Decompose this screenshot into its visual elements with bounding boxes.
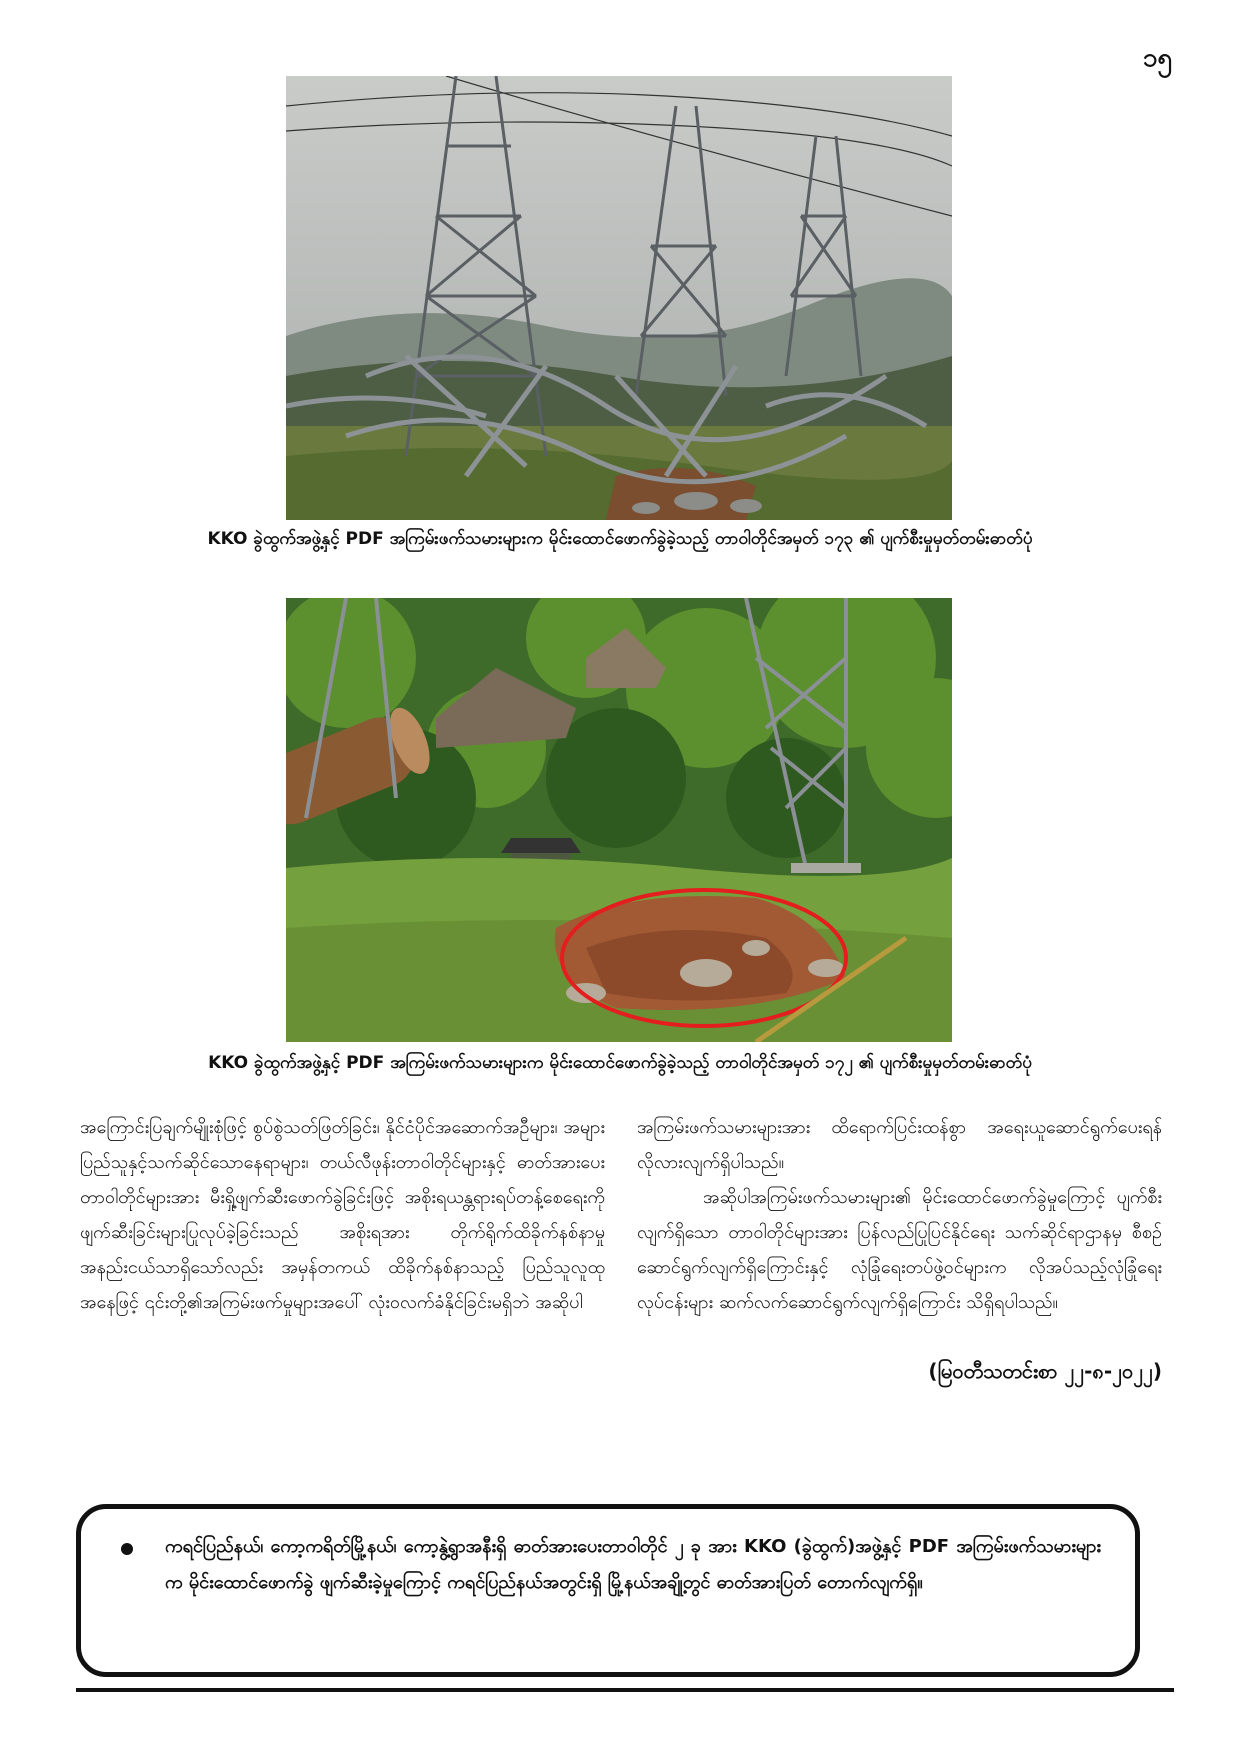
article-paragraph: အကြမ်းဖက်သမားများအား ထိရောက်ပြင်းထန်စွာ အရေးယူဆောင်ရွက်ပေးရန် လိုလားလျက်ရှိပါသည်။ — [637, 1117, 1162, 1173]
bottom-divider — [76, 1688, 1174, 1692]
photo-caption: KKO ခွဲထွက်အဖွဲ့နှင့် PDF အကြမ်းဖက်သမားများက မိုင်းထောင်ဖောက်ခွဲခဲ့သည့် တာဝါတိုင်အမှတ် ၁၇၃ ၏ ပျက်စီးမှုမှတ်တမ်းဓာတ်ပုံ — [207, 529, 1033, 549]
news-item-text: ကရင်ပြည်နယ်၊ ကော့ကရိတ်မြို့နယ်၊ ကော့နွဲ့ရွာအနီးရှိ ဓာတ်အားပေးတာဝါတိုင် ၂ ခု အား KKO (ခွဲထွက်)အဖွဲ့နှင့် PDF အကြမ်းဖက်သမားများက မိုင်းထောင်ဖောက်ခွဲ ဖျက်ဆီးခဲ့မှုကြောင့် ကရင်ပြည်နယ်အတွင်းရှိ မြို့နယ်အချို့တွင် ဓာတ်အားပြတ် တောက်လျက်ရှိ။ — [165, 1536, 1101, 1593]
blast-crater-photo — [286, 598, 952, 1042]
list-item — [121, 1529, 1101, 1601]
bullet-icon — [121, 1543, 133, 1555]
article-paragraph: အဆိုပါအကြမ်းဖက်သမားများ၏ မိုင်းထောင်ဖောက်ခွဲမှုကြောင့် ပျက်စီးလျက်ရှိသော တာဝါတိုင်များအား ပြန်လည်ပြုပြင်နိုင်ရေး သက်ဆိုင်ရာဌာနမှ စီစဉ်ဆောင်ရွက်လျက်ရှိကြောင်းနှင့် လုံခြုံရေးတပ်ဖွဲ့ဝင်များက လိုအပ်သည့်လုံခြုံရေးလုပ်ငန်းများ ဆက်လက်ဆောင်ရွက်လျက်ရှိကြောင်း သိရှိရပါသည်။ — [637, 1187, 1162, 1313]
collapsed-tower-photo — [286, 76, 952, 520]
article-left-column — [80, 1110, 605, 1345]
article-source: (မြဝတီသတင်းစာ ၂၂-၈-၂၀၂၂) — [928, 1359, 1162, 1383]
article-body — [80, 1110, 1162, 1345]
photo-caption: KKO ခွဲထွက်အဖွဲ့နှင့် PDF အကြမ်းဖက်သမားများက မိုင်းထောင်ဖောက်ခွဲခဲ့သည့် တာဝါတိုင်အမှတ် ၁၇၂ ၏ ပျက်စီးမှုမှတ်တမ်းဓာတ်ပုံ — [208, 1053, 1032, 1073]
page-number: ၁၅ — [1142, 43, 1172, 73]
news-summary-box — [76, 1504, 1140, 1677]
article-right-column — [637, 1110, 1162, 1345]
article-paragraph: အကြောင်းပြချက်မျိုးစုံဖြင့် စွပ်စွဲသတ်ဖြတ်ခြင်း၊ နိုင်ငံပိုင်အဆောက်အဦများ၊ အများပြည်သူနှင့်သက်ဆိုင်သောနေရာများ၊ တယ်လီဖုန်းတာဝါတိုင်များနှင့် ဓာတ်အားပေးတာဝါတိုင်များအား မီးရှို့ဖျက်ဆီးဖောက်ခွဲခြင်းဖြင့် အစိုးရယန္တရားရပ်တန့်စေရေးကို ဖျက်ဆီးခြင်းများပြုလုပ်ခဲ့ခြင်းသည် အစိုးရအား တိုက်ရိုက်ထိခိုက်နစ်နာမှု အနည်းငယ်သာရှိသော်လည်း အမှန်တကယ် ထိခိုက်နစ်နာသည့် ပြည်သူလူထုအနေဖြင့် ၎င်းတို့၏အကြမ်းဖက်မှုများအပေါ် လုံးဝလက်ခံနိုင်ခြင်းမရှိဘဲ အဆိုပါ — [80, 1117, 605, 1313]
